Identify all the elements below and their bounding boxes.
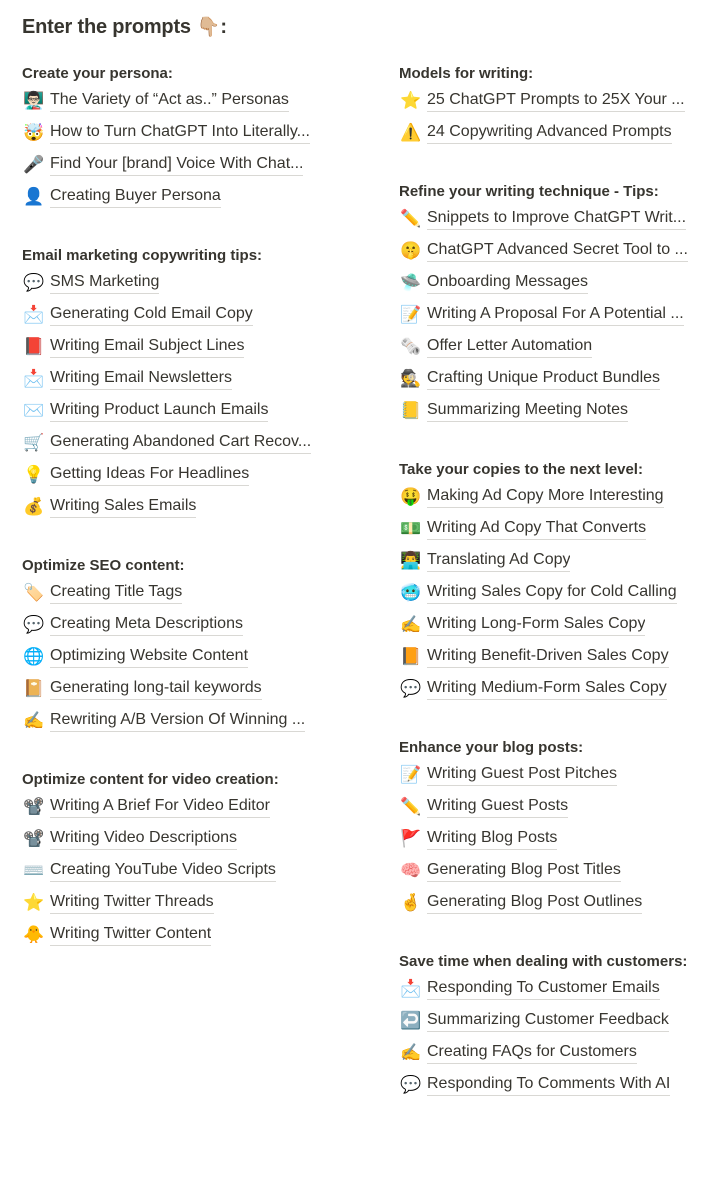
envelope-arrow-icon: 📩	[400, 979, 422, 999]
return-arrow-icon: ↩️	[400, 1011, 422, 1031]
page-link-item[interactable]	[399, 363, 711, 395]
right-column	[399, 63, 711, 1133]
page-link-item[interactable]	[22, 577, 352, 609]
page-link-item[interactable]	[22, 117, 352, 149]
shushing-face-icon: 🤫	[400, 241, 422, 261]
page-link-creating-buyer-persona[interactable]: Creating Buyer Persona	[50, 186, 221, 208]
page-link-sms-marketing[interactable]: SMS Marketing	[50, 272, 159, 294]
speech-bubble-icon: 💬	[400, 679, 422, 699]
page-link-item[interactable]	[22, 641, 352, 673]
section-take-your-copies-to-the-next-level	[399, 459, 711, 705]
microphone-icon: 🎤	[23, 155, 45, 175]
page-title-text: Enter the prompts	[22, 16, 191, 38]
page-link-writing-email-newsletters[interactable]: Writing Email Newsletters	[50, 368, 232, 390]
page-link-item[interactable]	[22, 855, 352, 887]
light-bulb-icon: 💡	[23, 465, 45, 485]
envelope-arrow-icon: 📩	[23, 369, 45, 389]
keyboard-icon: ⌨️	[23, 861, 45, 881]
page-link-item[interactable]	[22, 491, 352, 523]
page-link-24-copywriting-advanced-prompts[interactable]: 24 Copywriting Advanced Prompts	[427, 122, 672, 144]
page-link-creating-youtube-video-scripts[interactable]: Creating YouTube Video Scripts	[50, 860, 276, 882]
page-link-item[interactable]	[22, 791, 352, 823]
page-link-item[interactable]	[399, 267, 711, 299]
memo-icon: 📝	[400, 305, 422, 325]
page-link-item[interactable]	[22, 887, 352, 919]
section-optimize-seo-content	[22, 555, 352, 737]
page-link-creating-title-tags[interactable]: Creating Title Tags	[50, 582, 182, 604]
film-projector-icon: 📽️	[23, 797, 45, 817]
page-link-item[interactable]	[399, 887, 711, 919]
page-link-item[interactable]	[399, 299, 711, 331]
section-email-marketing-copywriting-tips	[22, 245, 352, 523]
envelope-arrow-icon: 📩	[23, 305, 45, 325]
page-link-writing-twitter-content[interactable]: Writing Twitter Content	[50, 924, 211, 946]
page-link-snippets-to-improve-chatgpt-writ[interactable]: Snippets to Improve ChatGPT Writ...	[427, 208, 686, 230]
section-optimize-content-for-video-creation	[22, 769, 352, 951]
section-title: Create your persona:	[22, 65, 173, 82]
person-icon: 👤	[23, 187, 45, 207]
section-title: Email marketing copywriting tips:	[22, 247, 263, 264]
page-link-writing-benefit-driven-sales-copy[interactable]: Writing Benefit-Driven Sales Copy	[427, 646, 669, 668]
page-link-creating-faqs-for-customers[interactable]: Creating FAQs for Customers	[427, 1042, 637, 1064]
page-link-writing-medium-form-sales-copy[interactable]: Writing Medium-Form Sales Copy	[427, 678, 667, 700]
page-link-find-your-brand-voice-with-chat[interactable]: Find Your [brand] Voice With Chat...	[50, 154, 303, 176]
ledger-icon: 📒	[400, 401, 422, 421]
page-link-item[interactable]	[399, 1037, 711, 1069]
speech-bubble-icon: 💬	[400, 1075, 422, 1095]
left-column	[22, 63, 352, 983]
page-link-writing-twitter-threads[interactable]: Writing Twitter Threads	[50, 892, 214, 914]
page-link-item[interactable]	[399, 117, 711, 149]
page-link-writing-sales-copy-for-cold-calling[interactable]: Writing Sales Copy for Cold Calling	[427, 582, 677, 604]
page-link-writing-guest-posts[interactable]: Writing Guest Posts	[427, 796, 568, 818]
page-link-item[interactable]	[399, 759, 711, 791]
page-link-writing-a-proposal-for-a-potential[interactable]: Writing A Proposal For A Potential ...	[427, 304, 684, 326]
crossed-fingers-icon: 🤞	[400, 893, 422, 913]
page-link-item[interactable]	[399, 609, 711, 641]
page-link-item[interactable]	[22, 299, 352, 331]
technologist-icon: 👨‍💻	[400, 551, 422, 571]
page-link-item[interactable]	[399, 85, 711, 117]
notebook-icon: 📔	[23, 679, 45, 699]
page-link-translating-ad-copy[interactable]: Translating Ad Copy	[427, 550, 570, 572]
page-link-generating-cold-email-copy[interactable]: Generating Cold Email Copy	[50, 304, 253, 326]
section-title: Save time when dealing with customers:	[399, 953, 688, 970]
page-link-item[interactable]	[22, 919, 352, 951]
page-link-item[interactable]	[22, 331, 352, 363]
shopping-cart-icon: 🛒	[23, 433, 45, 453]
page-link-item[interactable]	[399, 1005, 711, 1037]
page-link-writing-video-descriptions[interactable]: Writing Video Descriptions	[50, 828, 237, 850]
envelope-icon: ✉️	[23, 401, 45, 421]
page-link-item[interactable]	[399, 331, 711, 363]
page-link-onboarding-messages[interactable]: Onboarding Messages	[427, 272, 588, 294]
page-link-item[interactable]	[399, 203, 711, 235]
page-link-responding-to-comments-with-ai[interactable]: Responding To Comments With AI	[427, 1074, 670, 1096]
page-link-responding-to-customer-emails[interactable]: Responding To Customer Emails	[427, 978, 660, 1000]
page-link-item[interactable]	[22, 149, 352, 181]
section-title: Refine your writing technique - Tips:	[399, 183, 659, 200]
speech-bubble-icon: 💬	[23, 615, 45, 635]
star-icon: ⭐	[23, 893, 45, 913]
page-link-generating-abandoned-cart-recov[interactable]: Generating Abandoned Cart Recov...	[50, 432, 311, 454]
page-link-item[interactable]	[399, 823, 711, 855]
section-title: Optimize SEO content:	[22, 557, 185, 574]
page-link-item[interactable]	[22, 705, 352, 737]
section-title: Enhance your blog posts:	[399, 739, 584, 756]
money-face-icon: 🤑	[400, 487, 422, 507]
section-models-for-writing	[399, 63, 711, 149]
red-book-icon: 📕	[23, 337, 45, 357]
page-link-rewriting-a-b-version-of-winning[interactable]: Rewriting A/B Version Of Winning ...	[50, 710, 305, 732]
page-link-writing-guest-post-pitches[interactable]: Writing Guest Post Pitches	[427, 764, 617, 786]
detective-icon: 🕵️	[400, 369, 422, 389]
brain-icon: 🧠	[400, 861, 422, 881]
page-link-writing-blog-posts[interactable]: Writing Blog Posts	[427, 828, 557, 850]
pencil-icon: ✏️	[400, 209, 422, 229]
page-link-item[interactable]	[22, 85, 352, 117]
page-link-item[interactable]	[22, 823, 352, 855]
page-link-item[interactable]	[399, 577, 711, 609]
pencil-icon: ✏️	[400, 797, 422, 817]
section-create-your-persona	[22, 63, 352, 213]
page-title-colon: :	[220, 16, 227, 38]
section-refine-your-writing-technique-tips	[399, 181, 711, 427]
teacher-icon: 👨🏻‍🏫	[23, 91, 45, 111]
writing-hand-icon: ✍️	[400, 615, 422, 635]
speech-bubble-icon: 💬	[23, 273, 45, 293]
mind-blown-icon: 🤯	[23, 123, 45, 143]
film-projector-icon: 📽️	[23, 829, 45, 849]
writing-hand-icon: ✍️	[23, 711, 45, 731]
orange-book-icon: 📙	[400, 647, 422, 667]
page-link-crafting-unique-product-bundles[interactable]: Crafting Unique Product Bundles	[427, 368, 660, 390]
page-link-item[interactable]	[22, 427, 352, 459]
page-link-item[interactable]	[399, 673, 711, 705]
page-link-item[interactable]	[22, 363, 352, 395]
globe-icon: 🌐	[23, 647, 45, 667]
page-link-item[interactable]	[399, 513, 711, 545]
section-enhance-your-blog-posts	[399, 737, 711, 919]
page-link-writing-email-subject-lines[interactable]: Writing Email Subject Lines	[50, 336, 244, 358]
warning-icon: ⚠️	[400, 123, 422, 143]
page-link-writing-sales-emails[interactable]: Writing Sales Emails	[50, 496, 196, 518]
page-link-summarizing-customer-feedback[interactable]: Summarizing Customer Feedback	[427, 1010, 669, 1032]
page-link-item[interactable]	[22, 395, 352, 427]
page-link-item[interactable]	[399, 545, 711, 577]
page-link-item[interactable]	[399, 395, 711, 427]
page-link-item[interactable]	[399, 641, 711, 673]
money-bag-icon: 💰	[23, 497, 45, 517]
page-link-item[interactable]	[22, 459, 352, 491]
page-link-item[interactable]	[22, 181, 352, 213]
page-link-writing-product-launch-emails[interactable]: Writing Product Launch Emails	[50, 400, 268, 422]
page-link-generating-blog-post-outlines[interactable]: Generating Blog Post Outlines	[427, 892, 642, 914]
page-link-item[interactable]	[399, 1069, 711, 1101]
page-link-item[interactable]	[399, 481, 711, 513]
dollar-banknote-icon: 💵	[400, 519, 422, 539]
page-link-25-chatgpt-prompts-to-25x-your[interactable]: 25 ChatGPT Prompts to 25X Your ...	[427, 90, 685, 112]
cold-face-icon: 🥶	[400, 583, 422, 603]
page-link-the-variety-of-act-as-personas[interactable]: The Variety of “Act as..” Personas	[50, 90, 289, 112]
page-link-getting-ideas-for-headlines[interactable]: Getting Ideas For Headlines	[50, 464, 249, 486]
chick-icon: 🐥	[23, 925, 45, 945]
page-link-generating-long-tail-keywords[interactable]: Generating long-tail keywords	[50, 678, 262, 700]
page-link-chatgpt-advanced-secret-tool-to[interactable]: ChatGPT Advanced Secret Tool to ...	[427, 240, 688, 262]
page-link-summarizing-meeting-notes[interactable]: Summarizing Meeting Notes	[427, 400, 628, 422]
page-link-optimizing-website-content[interactable]: Optimizing Website Content	[50, 646, 248, 668]
page-link-creating-meta-descriptions[interactable]: Creating Meta Descriptions	[50, 614, 243, 636]
red-flag-icon: 🚩	[400, 829, 422, 849]
page-link-item[interactable]	[22, 673, 352, 705]
page-link-generating-blog-post-titles[interactable]: Generating Blog Post Titles	[427, 860, 621, 882]
star-icon: ⭐	[400, 91, 422, 111]
page-link-item[interactable]	[399, 855, 711, 887]
flying-saucer-icon: 🛸	[400, 273, 422, 293]
page-link-item[interactable]	[399, 973, 711, 1005]
page-link-item[interactable]	[399, 235, 711, 267]
page-link-offer-letter-automation[interactable]: Offer Letter Automation	[427, 336, 592, 358]
section-title: Models for writing:	[399, 65, 534, 82]
section-title: Take your copies to the next level:	[399, 461, 643, 478]
section-title: Optimize content for video creation:	[22, 771, 279, 788]
writing-hand-icon: ✍️	[400, 1043, 422, 1063]
memo-icon: 📝	[400, 765, 422, 785]
page-link-writing-ad-copy-that-converts[interactable]: Writing Ad Copy That Converts	[427, 518, 646, 540]
section-save-time-when-dealing-with-customers	[399, 951, 711, 1101]
page-link-writing-long-form-sales-copy[interactable]: Writing Long-Form Sales Copy	[427, 614, 645, 636]
page-link-item[interactable]	[22, 267, 352, 299]
tag-icon: 🏷️	[23, 583, 45, 603]
page-link-item[interactable]	[399, 791, 711, 823]
page-title	[22, 14, 227, 41]
page-link-how-to-turn-chatgpt-into-literally[interactable]: How to Turn ChatGPT Into Literally...	[50, 122, 310, 144]
page-link-making-ad-copy-more-interesting[interactable]: Making Ad Copy More Interesting	[427, 486, 664, 508]
page-link-writing-a-brief-for-video-editor[interactable]: Writing A Brief For Video Editor	[50, 796, 270, 818]
newspaper-icon: 🗞️	[400, 337, 422, 357]
page-link-item[interactable]	[22, 609, 352, 641]
pointing-down-hand-icon: 👇🏼	[196, 17, 221, 38]
